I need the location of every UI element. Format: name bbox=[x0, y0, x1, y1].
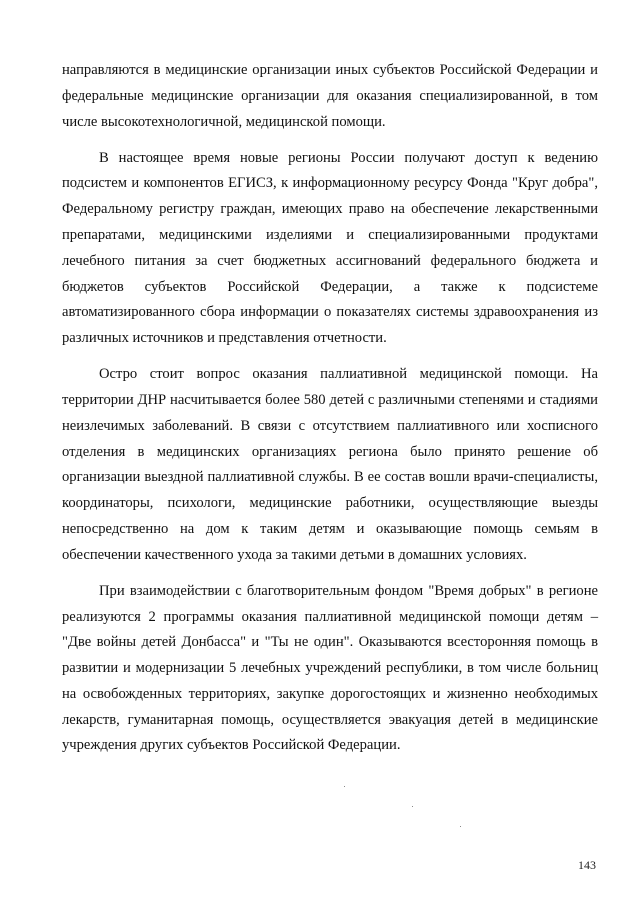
document-body bbox=[62, 58, 598, 759]
paragraph-egisz-access: В настоящее время новые регионы России получают доступ к ведению подсистем и компонентов ЕГИСЗ, к информационному ресурсу Фонда "Круг добра", Федеральному регистру граждан, имеющих право на обеспечение лекарственными препаратами, медицинскими изделиями и специализированными продуктами лечебного питания за счет бюджетных ассигнований федерального бюджета и бюджетов субъектов Российской Федерации, а также к подсистеме автоматизированного сбора информации о показателях системы здравоохранения из различных источников и представления отчетности. bbox=[62, 149, 598, 347]
page-number: 143 bbox=[578, 858, 596, 872]
paragraph-palliative-care: Остро стоит вопрос оказания паллиативной медицинской помощи. На территории ДНР насчитывается более 580 детей с различными степенями и стадиями неизлечимых заболеваний. В связи с отсутствием паллиативного или хосписного отделения в медицинских организациях региона было принято решение об организации выездной паллиативной службы. В ее состав вошли врачи-специалисты, координаторы, психологи, медицинские работники, осуществляющие выезды непосредственно на дом к таким детям и оказывающие помощь семьям в обеспечении качественного ухода за такими детьми в домашних условиях. bbox=[62, 366, 598, 563]
scan-speck bbox=[344, 786, 345, 787]
paragraph-charity-fund: При взаимодействии с благотворительным фондом "Время добрых" в регионе реализуются 2 программы оказания паллиативной медицинской помощи детям – "Две войны детей Донбасса" и "Ты не один". Оказываются всесторонняя помощь в развитии и модернизации 5 лечебных учреждений республики, в том числе больниц на освобожденных территориях, закупке дорогостоящих и жизненно необходимых лекарств, гуманитарная помощь, осуществляется эвакуация детей в медицинские учреждения других субъектов Российской Федерации. bbox=[62, 582, 598, 754]
paragraph-continuation: направляются в медицинские организации иных субъектов Российской Федерации и федеральные медицинские организации для оказания специализированной, в том числе высокотехнологичной, медицинской помощи. bbox=[62, 62, 598, 130]
scan-speck bbox=[412, 806, 413, 807]
scan-speck bbox=[460, 826, 461, 827]
